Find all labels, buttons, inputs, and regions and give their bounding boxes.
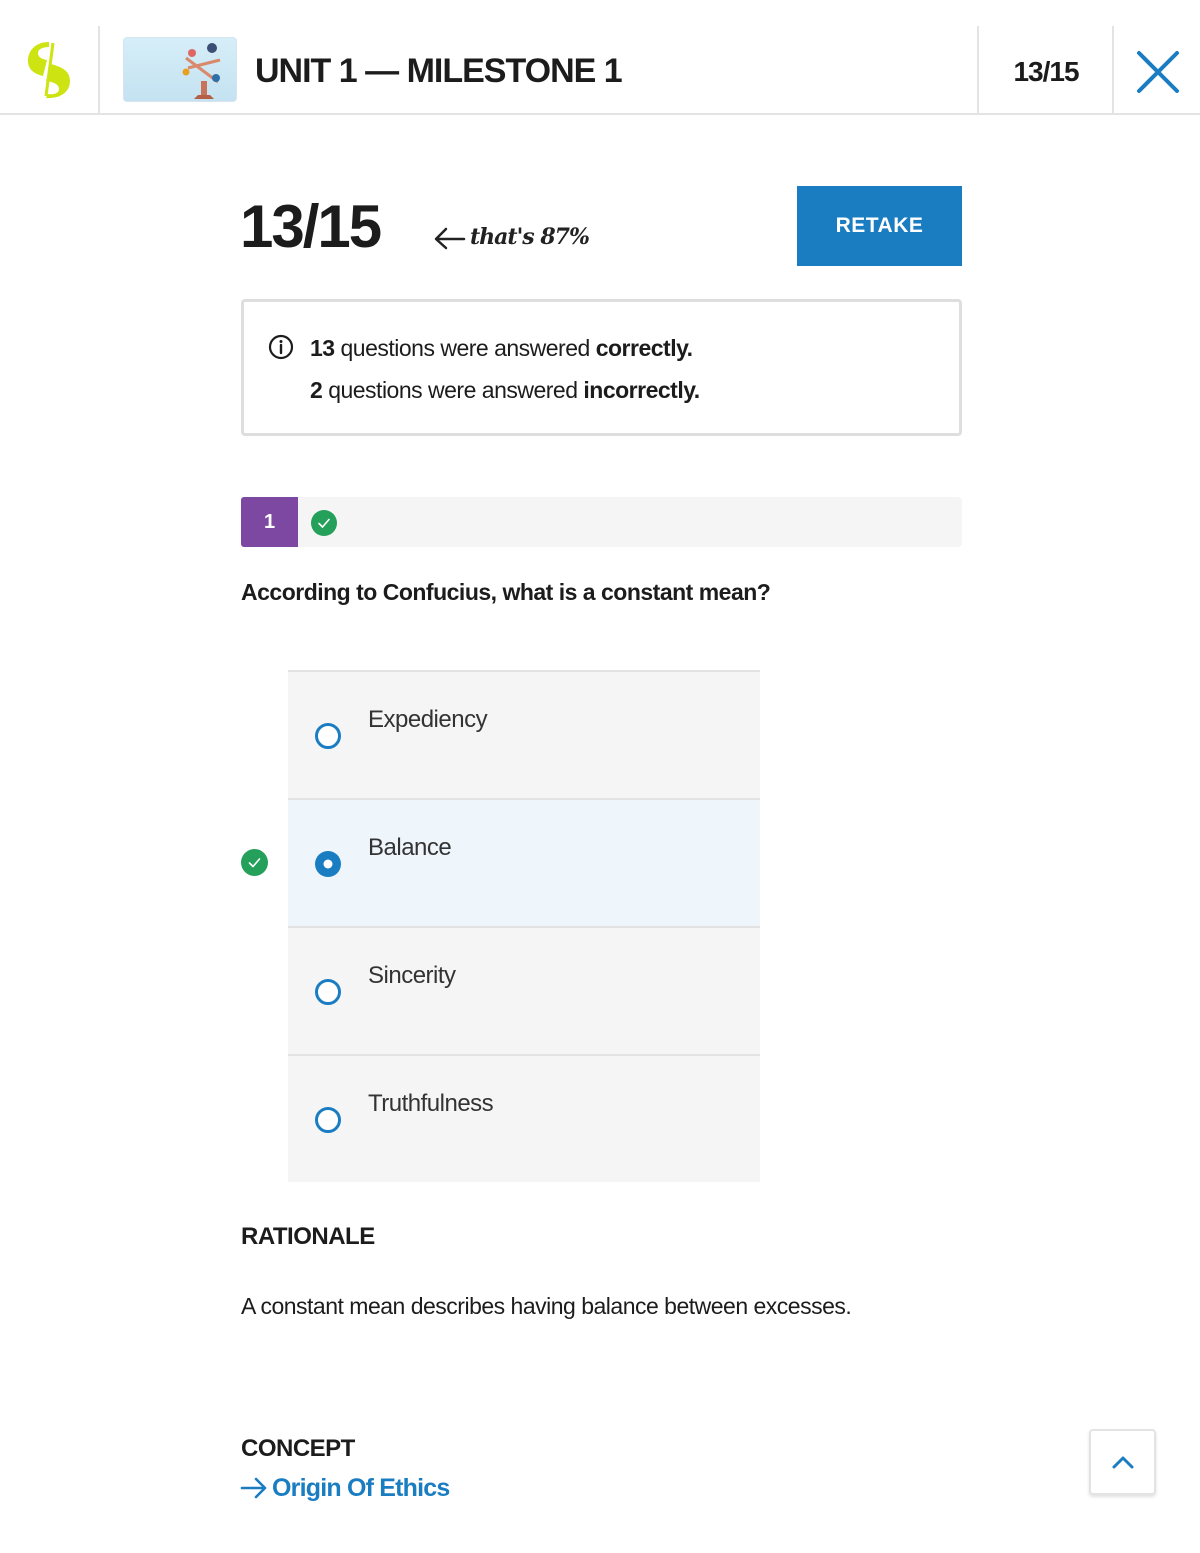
answer-option-label: Expediency xyxy=(368,706,488,733)
radio-selected-icon[interactable] xyxy=(314,850,342,878)
correct-text: questions were answered xyxy=(340,335,590,361)
percent-note-text: that's 87% xyxy=(470,224,589,250)
unit-thumbnail xyxy=(123,37,237,102)
retake-button[interactable]: RETAKE xyxy=(797,186,962,266)
concept-title: CONCEPT xyxy=(241,1435,355,1462)
correct-summary xyxy=(310,333,693,363)
top-header xyxy=(0,0,1200,115)
scroll-to-top-button[interactable] xyxy=(1089,1429,1156,1495)
answer-options xyxy=(288,670,760,1182)
chevron-up-icon xyxy=(1110,1453,1136,1471)
header-divider xyxy=(98,26,100,114)
answer-option[interactable] xyxy=(288,926,760,1054)
incorrect-summary xyxy=(310,375,700,405)
score: 13/15 xyxy=(240,193,381,260)
close-icon[interactable] xyxy=(1133,47,1183,97)
brand-logo-icon[interactable] xyxy=(26,40,72,100)
balance-illustration-icon xyxy=(124,38,237,102)
answer-option-label: Balance xyxy=(368,834,452,861)
arrow-left-icon xyxy=(432,224,466,250)
correct-answer-check-icon xyxy=(240,848,269,877)
unit-title: UNIT 1 — MILESTONE 1 xyxy=(255,52,622,90)
result-summary xyxy=(241,299,962,436)
rationale-text: A constant mean describes having balance between excesses. xyxy=(241,1293,852,1319)
question-text: According to Confucius, what is a constant mean? xyxy=(241,579,771,605)
answer-option-selected[interactable] xyxy=(288,798,760,926)
radio-unselected-icon[interactable] xyxy=(314,722,342,750)
concept-link-label: Origin Of Ethics xyxy=(272,1474,450,1502)
check-circle-icon xyxy=(310,509,338,537)
incorrect-text: questions were answered xyxy=(328,377,578,403)
info-icon xyxy=(268,334,294,360)
answer-option-label: Truthfulness xyxy=(368,1090,494,1117)
header-divider xyxy=(1112,26,1114,114)
incorrect-count: 2 xyxy=(310,377,323,403)
answer-option[interactable] xyxy=(288,670,760,798)
arrow-right-icon xyxy=(240,1476,268,1500)
answer-option[interactable] xyxy=(288,1054,760,1182)
concept-link[interactable] xyxy=(240,1472,450,1504)
header-progress: 13/15 xyxy=(1013,56,1079,87)
incorrect-word: incorrectly. xyxy=(583,377,700,403)
answer-option-label: Sincerity xyxy=(368,962,456,989)
radio-unselected-icon[interactable] xyxy=(314,1106,342,1134)
question-bar xyxy=(241,497,962,547)
correct-count: 13 xyxy=(310,335,335,361)
header-divider xyxy=(977,26,979,114)
correct-word: correctly. xyxy=(595,335,693,361)
question-number: 1 xyxy=(241,497,298,547)
rationale-title: RATIONALE xyxy=(241,1223,375,1250)
percent-note xyxy=(432,220,589,254)
radio-unselected-icon[interactable] xyxy=(314,978,342,1006)
